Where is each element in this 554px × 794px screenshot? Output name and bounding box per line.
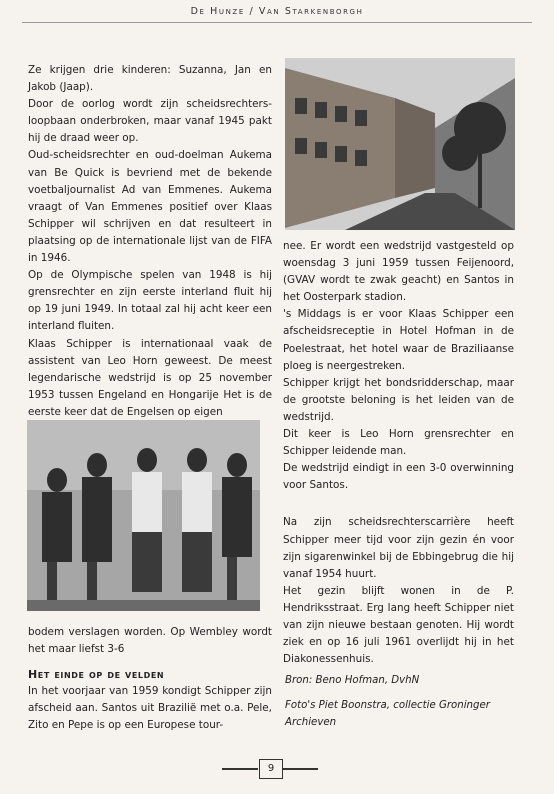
- page-number-rule-left: [222, 768, 258, 770]
- street-photo-image: [285, 58, 515, 230]
- paragraph: Na zijn scheidsrechterscarrière heeft Schipper meer tijd voor zijn gezin én voor zijn sigarenwinkel bij de Ebbingebrug die hij vanaf 1954 huurt.: [283, 516, 514, 580]
- paragraph: Ze krijgen drie kinderen: Suzanna, Jan en Jakob (Jaap).: [28, 64, 272, 94]
- spacer: [283, 494, 514, 514]
- photo-credit: Foto's Piet Boonstra, collectie Groninger Archieven: [285, 700, 490, 728]
- paragraph: De wedstrijd eindigt in een 3-0 overwinning voor Santos.: [283, 462, 514, 492]
- paragraph: Schipper krijgt het bondsridderschap, maar de grootste beloning is het leiden van de wedstrijd.: [283, 376, 514, 423]
- page-number: 9: [259, 759, 283, 779]
- paragraph: Klaas Schipper is internationaal vaak de assistent van Leo Horn geweest. De meest legendarische wedstrijd is op 25 november 1953 tussen Engeland en Hongarije Het is de eerste keer dat de Engelsen op eigen: [28, 337, 272, 418]
- paragraph: 's Middags is er voor Klaas Schipper een afscheidsreceptie in Hotel Hofman in de Poelestraat, het hotel waar de Braziliaanse ploeg is neergestreken.: [283, 308, 514, 372]
- spacer: [285, 689, 516, 697]
- paragraph: Het gezin blijft wonen in de P. Hendriksstraat. Erg lang heeft Schipper niet van zijn nieuwe bestaan genoten. Hij wordt ziek en op 16 juli 1961 overlijdt hij in het Diakonessenhuis.: [283, 584, 514, 666]
- team-photo-image: [27, 420, 260, 611]
- left-column-top: [28, 62, 272, 421]
- paragraph: Op de Olympische spelen van 1948 is hij grensrechter en zijn eerste interland fluit hij op 19 juni 1949. In totaal zal hij acht keer een interland fluiten.: [28, 269, 272, 333]
- header-rule: [22, 22, 532, 23]
- credits: [285, 672, 516, 731]
- paragraph: Dit keer is Leo Horn grensrechter en Schipper leidende man.: [283, 428, 514, 458]
- left-column-bottom: [28, 624, 272, 735]
- page-number-rule-right: [282, 768, 318, 770]
- paragraph: bodem verslagen worden. Op Wembley wordt het maar liefst 3-6: [28, 626, 272, 656]
- running-header: De Hunze / Van Starkenborgh: [190, 6, 364, 17]
- right-column: [283, 238, 514, 668]
- spacer: [28, 658, 272, 666]
- street-photo: [285, 58, 515, 230]
- paragraph: Oud-scheidsrechter en oud-doelman Aukema van Be Quick is bevriend met de bekende voetbaljournalist Ad van Emmenes. Aukema vraagt of Van Emmenes positief over Klaas Schipper wil schrijven en dat resulteert in plaatsing op de internationale lijst van de FIFA in 1946.: [28, 149, 272, 265]
- paragraph: nee. Er wordt een wedstrijd vastgesteld op woensdag 3 juni 1959 tussen Feijenoord, (GVAV wordt te zwak geacht) en Santos in het Oosterpark stadion.: [283, 240, 514, 304]
- paragraph: Door de oorlog wordt zijn scheidsrechters-loopbaan onderbroken, maar vanaf 1945 pakt hij de draad weer op.: [28, 98, 272, 145]
- team-photo: [27, 420, 260, 611]
- paragraph: In het voorjaar van 1959 kondigt Schipper zijn afscheid aan. Santos uit Brazilië met o.a. Pele, Zito en Pepe is op een Europese tour-: [28, 685, 272, 732]
- section-heading: Het einde op de velden: [28, 668, 165, 682]
- source-credit: Bron: Beno Hofman, DvhN: [285, 675, 420, 686]
